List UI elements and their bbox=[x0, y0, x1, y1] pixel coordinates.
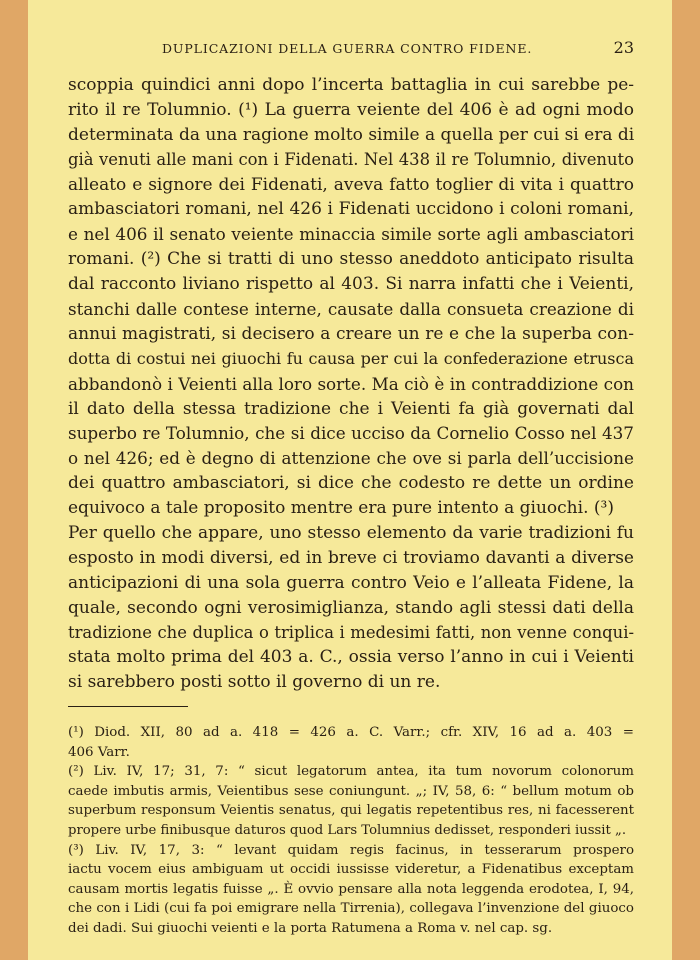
text-line: ambasciatori romani, nel 426 i Fidenati uccidono i coloni romani, bbox=[68, 199, 634, 220]
text-line: superbo re Tolumnio, che si dice ucciso da Cornelio Cosso nel 437 bbox=[68, 423, 634, 444]
footnote-line: dei dadi. Sui giuochi veienti e la porta Ratumena a Roma v. nel cap. sg. bbox=[68, 920, 553, 936]
text-line: già venuti alle mani con i Fidenati. Nel 438 il re Tolumnio, divenuto bbox=[68, 149, 634, 169]
text-line: il dato della stessa tradizione che i Veienti fa già governati dal bbox=[68, 398, 634, 419]
footnote-line: 406 Varr. bbox=[68, 744, 130, 760]
main-text bbox=[68, 73, 634, 695]
text-line: stata molto prima del 403 a. C., ossia verso l’anno in cui i Veienti bbox=[68, 647, 634, 668]
page-number: 23 bbox=[613, 38, 634, 57]
footnote-line: (²) Liv. IV, 17; 31, 7: “ sicut legatorum antea, ita tum novorum colonorum bbox=[68, 764, 634, 780]
text-line: equivoco a tale proposito mentre era pure intento a giuochi. (³) bbox=[68, 498, 614, 519]
text-line: esposto in modi diversi, ed in breve ci troviamo davanti a diverse bbox=[68, 547, 634, 568]
footnotes bbox=[68, 723, 634, 939]
text-line: stanchi dalle contese interne, causate dalla consueta creazione di bbox=[68, 299, 634, 320]
text-line: dal racconto liviano rispetto al 403. Si narra infatti che i Veienti, bbox=[68, 274, 634, 295]
text-line: Per quello che appare, uno stesso elemento da varie tradizioni fu bbox=[68, 523, 634, 544]
footnote-line: iactu vocem eius ambiguam ut occidi iussisse videretur, a Fidenatibus exceptam bbox=[68, 862, 634, 878]
footnote-line: (³) Liv. IV, 17, 3: “ levant quidam regis facinus, in tesserarum prospero bbox=[68, 842, 634, 858]
text-line: dotta di costui nei giuochi fu causa per cui la confederazione etrusca bbox=[68, 348, 634, 368]
footnote-line: che con i Lidi (cui fa poi emigrare nella Tirrenia), collegava l’invenzione del giuoco bbox=[68, 901, 634, 917]
text-line: romani. (²) Che si tratti di uno stesso aneddoto anticipato risulta bbox=[68, 249, 634, 270]
text-line: dei quattro ambasciatori, si dice che codesto re dette un ordine bbox=[68, 473, 634, 494]
footnote-line: superbum responsum Veientis senatus, qui legatis repetentibus res, ni facesserent bbox=[68, 803, 634, 819]
text-line: rito il re Tolumnio. (¹) La guerra veiente del 406 è ad ogni modo bbox=[68, 99, 634, 120]
text-line: quale, secondo ogni verosimiglianza, stando agli stessi dati della bbox=[68, 597, 634, 618]
text-line: e nel 406 il senato veiente minaccia simile sorte agli ambasciatori bbox=[68, 224, 634, 245]
text-line: scoppia quindici anni dopo l’incerta battaglia in cui sarebbe pe- bbox=[68, 75, 634, 95]
text-line: determinata da una ragione molto simile a quella per cui si era di bbox=[68, 124, 634, 145]
text-line: tradizione che duplica o triplica i medesimi fatti, non venne conqui- bbox=[68, 622, 634, 642]
footnote-line: causam mortis legatis fuisse „. È ovvio pensare alla nota leggenda erodotea, I, 94, bbox=[68, 881, 634, 897]
text-line: abbandonò i Veienti alla loro sorte. Ma ciò è in contraddizione con bbox=[68, 373, 634, 394]
text-line: anticipazioni di una sola guerra contro Veio e l’alleata Fidene, la bbox=[68, 572, 634, 593]
text-line: alleato e signore dei Fidenati, aveva fatto toglier di vita i quattro bbox=[68, 174, 634, 195]
text-line: si sarebbero posti sotto il governo di un re. bbox=[68, 672, 441, 693]
running-title: DUPLICAZIONI DELLA GUERRA CONTRO FIDENE. bbox=[162, 41, 533, 56]
page-header bbox=[68, 38, 638, 60]
text-line: annui magistrati, si decisero a creare un re e che la superba con- bbox=[68, 323, 634, 344]
footnote-line: (¹) Diod. XII, 80 ad a. 418 = 426 a. C. Varr.; cfr. XIV, 16 ad a. 403 = bbox=[68, 725, 634, 740]
footnote-line: propere urbe finibusque daturos quod Lars Tolumnius dedisset, responderi iussit „. bbox=[68, 822, 627, 838]
text-line: o nel 426; ed è degno di attenzione che ove si parla dell’uccisione bbox=[68, 448, 634, 469]
footnote-separator bbox=[68, 706, 188, 707]
book-page bbox=[28, 0, 672, 960]
footnote-line: caede imbutis armis, Veientibus sese coniungunt. „; IV, 58, 6: “ bellum motum ob bbox=[68, 783, 634, 799]
